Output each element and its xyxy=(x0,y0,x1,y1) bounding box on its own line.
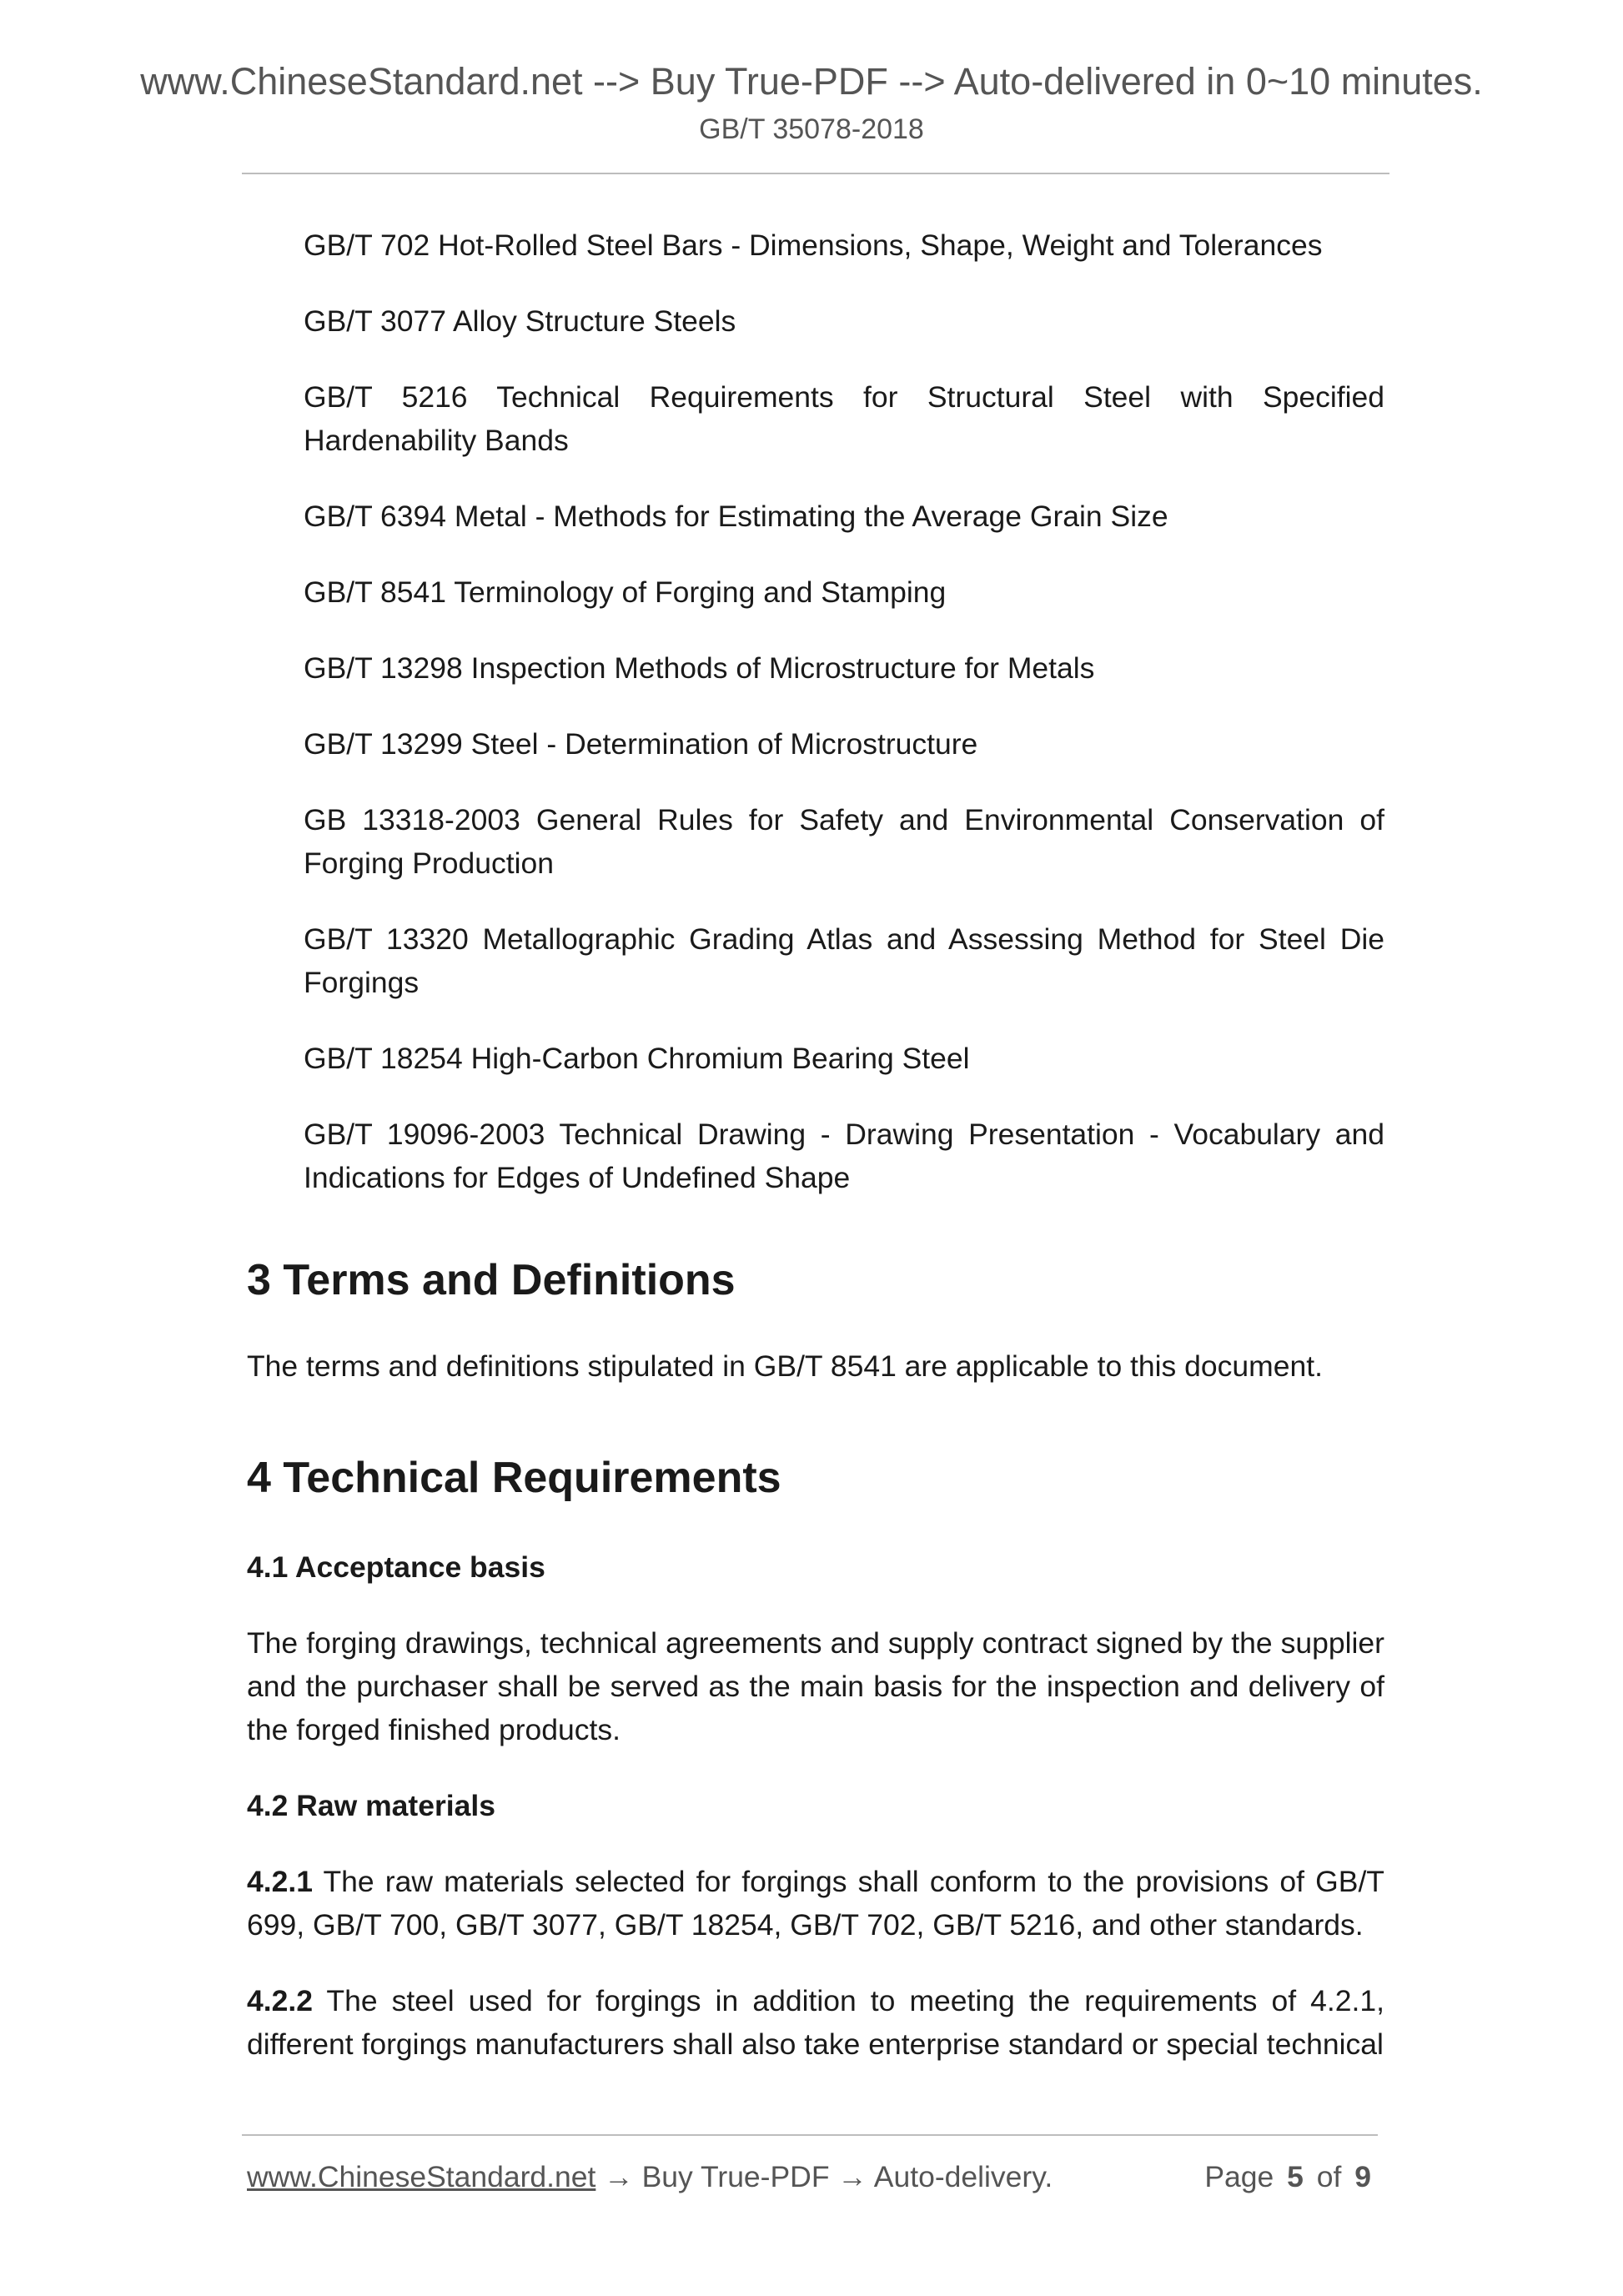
clause-number: 4.2.2 xyxy=(247,1984,313,2017)
normative-references-list xyxy=(247,224,1384,1199)
reference-item: GB/T 13320 Metallographic Grading Atlas and Assessing Method for Steel Die Forgings xyxy=(304,922,1384,999)
arrow-right-icon: → xyxy=(604,2160,634,2193)
arrow-right-icon: → xyxy=(837,2160,867,2193)
reference-item: GB/T 13298 Inspection Methods of Microstructure for Metals xyxy=(304,651,1095,685)
clause-number: 4.2.1 xyxy=(247,1865,313,1898)
clause-4-2-1 xyxy=(247,1860,1384,1947)
footer-divider xyxy=(242,2134,1378,2136)
of-label: of xyxy=(1316,2160,1342,2193)
page-footer xyxy=(247,2153,1378,2200)
page-current: 5 xyxy=(1287,2160,1304,2193)
reference-item: GB/T 19096-2003 Technical Drawing - Drawing Presentation - Vocabulary and Indications for Edges of Undefined Shape xyxy=(304,1118,1384,1194)
section-3-text: The terms and definitions stipulated in GB/T 8541 are applicable to this document. xyxy=(247,1349,1323,1383)
reference-item: GB/T 3077 Alloy Structure Steels xyxy=(304,304,736,338)
page-total: 9 xyxy=(1354,2160,1371,2193)
reference-item: GB/T 6394 Metal - Methods for Estimating the Average Grain Size xyxy=(304,500,1168,533)
reference-item: GB 13318-2003 General Rules for Safety and Environmental Conservation of Forging Production xyxy=(304,803,1384,880)
footer-promo xyxy=(247,2153,1053,2200)
section-4-2-heading: 4.2 Raw materials xyxy=(247,1789,495,1822)
footer-buy-text: Buy True-PDF xyxy=(641,2160,830,2193)
clause-text: The raw materials selected for forgings shall conform to the provisions of GB/T 699, GB/T 700, GB/T 3077, GB/T 18254, GB/T 702, GB/T 5216, and other standards. xyxy=(247,1865,1384,1942)
standard-code: GB/T 35078-2018 xyxy=(699,113,924,145)
reference-item: GB/T 5216 Technical Requirements for Structural Steel with Specified Hardenability Bands xyxy=(304,380,1384,457)
reference-item: GB/T 13299 Steel - Determination of Microstructure xyxy=(304,727,978,761)
header-banner: www.ChineseStandard.net --> Buy True-PDF --> Auto-delivered in 0~10 minutes. xyxy=(140,60,1483,103)
footer-delivery-text: Auto-delivery. xyxy=(873,2160,1053,2193)
clause-4-2-2 xyxy=(247,1979,1384,2066)
section-3-heading: 3 Terms and Definitions xyxy=(247,1256,736,1304)
clause-text: The steel used for forgings in addition to meeting the requirements of 4.2.1, different forgings manufacturers shall also take enterprise standard or special technical xyxy=(247,1984,1384,2061)
section-4-heading: 4 Technical Requirements xyxy=(247,1454,781,1502)
reference-item: GB/T 18254 High-Carbon Chromium Bearing Steel xyxy=(304,1042,970,1075)
document-body xyxy=(247,224,1384,2098)
section-4-1-text: The forging drawings, technical agreements and supply contract signed by the supplier and the purchaser shall be served as the main basis for the inspection and delivery of the forged finished products. xyxy=(247,1626,1384,1746)
section-4-1-heading: 4.1 Acceptance basis xyxy=(247,1550,545,1584)
reference-item: GB/T 702 Hot-Rolled Steel Bars - Dimensions, Shape, Weight and Tolerances xyxy=(304,229,1323,262)
page-indicator xyxy=(1204,2153,1376,2200)
reference-item: GB/T 8541 Terminology of Forging and Stamping xyxy=(304,575,947,609)
header-divider xyxy=(242,173,1389,174)
page-header xyxy=(0,58,1623,150)
footer-site-link[interactable]: www.ChineseStandard.net xyxy=(247,2160,596,2193)
page-label: Page xyxy=(1204,2160,1274,2193)
